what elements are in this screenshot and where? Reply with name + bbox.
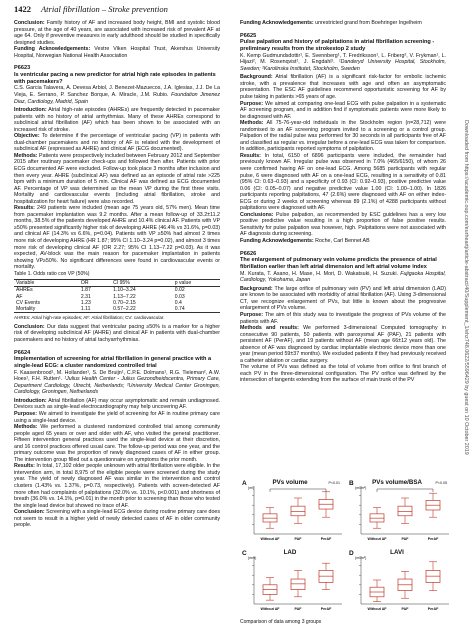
paragraph: Funding Acknowledgements: Roche, Carl Bennet AB bbox=[240, 238, 370, 244]
panel-text: PAF bbox=[294, 607, 302, 611]
panel-text: PVs volume/BSA bbox=[372, 479, 422, 486]
paragraph: Objective: To determine if the percentage of ventricular pacing (VP) in patients with dual-chamber pacemakers and no history of AF is related with the development of subclinical AF (expressed as AHRE) and clinical AF (ECG documented). bbox=[14, 133, 220, 153]
panel-text: Without AF bbox=[260, 537, 280, 541]
panel-text: B bbox=[349, 480, 354, 487]
panel-text: (ml/m²) bbox=[355, 556, 367, 560]
paragraph: Purpose: The aim of this study was to investigate the progress of PVs volume of the patients with AF. bbox=[240, 311, 446, 325]
panel-text: PAF bbox=[294, 537, 302, 541]
abstract-id: P6624 bbox=[14, 349, 31, 356]
abstract-authors: K. Kemp Gudmundsdottir¹, E. Svennberg¹, T. Fredriksson¹, L. Friberg², V. Frykman¹, L. Hijazi², M. Rosenqvist¹, J. Engdahl¹. ¹Danderyd University Hospital, Stockholm, Sweden; ²Karolinska Institutet, Stockholm, Sweden bbox=[240, 52, 446, 72]
abstract-p6623 bbox=[14, 65, 220, 343]
abstract-id: P6623 bbox=[14, 65, 31, 72]
significance-bracket bbox=[377, 489, 433, 492]
paragraph: Conclusion: Screening with a single-lead ECG device during routine primary care does not seem to result in a higher yield of newly detected cases of AF in older community people. bbox=[14, 509, 220, 529]
paragraph: Introduction: Atrial fibrillation (AF) may occur asymptomatic and remain undiagnosed. Devices such as single-lead electrocardiography may help uncovering AF. bbox=[14, 397, 220, 411]
table-header: CI 95% bbox=[113, 280, 130, 287]
download-notice-text: Downloaded from https://academic.oup.com/eurheartj/article-abstract/40/Supplement_1/ehz748.0622/5596429 by guest on 10 October 2019 bbox=[463, 120, 469, 455]
abstract-authors: F. Kaasenbrood¹, M. Hollander¹, S. De Bruijn¹, C.P.E. Dolmans¹, R.G. Tieleman², A.W. Hoes¹, F.H. Rutten¹. ¹Julius Health Center - Julius Gezondheidscentra, Primary Care, Department Cardiology, Utrecht, Netherlands; ²University Medical Center Groningen, Cardiology, Groningen, Netherlands bbox=[14, 369, 220, 396]
panel-text: PAF bbox=[401, 537, 409, 541]
panel-text: C bbox=[242, 550, 247, 557]
panel-text: PAF bbox=[401, 607, 409, 611]
page-number: 1422 bbox=[14, 4, 31, 14]
box bbox=[291, 579, 305, 590]
abstract-p6626 bbox=[240, 251, 446, 384]
abstract-p6624 bbox=[14, 350, 220, 529]
panel-text: PerAF bbox=[320, 607, 332, 611]
abstract-title: Pulse palpation and history of palpitations in atrial fibrillation screening - preliminary results from the strokestop 2 study bbox=[240, 39, 435, 52]
panel-text: PerAF bbox=[320, 537, 332, 541]
figure-caption: Comparison of data among 3 groups bbox=[240, 619, 322, 625]
right-column bbox=[240, 20, 446, 384]
panel-text: PVs volume bbox=[272, 479, 308, 486]
box bbox=[398, 506, 412, 516]
paragraph: Methods: All 75-76-year-old individuals in the Stockholm region (n=28,712) were randomised to an AF screening program invited to a screening or a control group. Palpation of the radial pulse was performed for 30 seconds in all participants free of AF and classified as regular vs. irregular before a one-lead ECG was taken for comparison. In addition, participants reported symptoms of palpitation. bbox=[240, 120, 446, 153]
panel-text: D bbox=[349, 550, 354, 557]
abstract-id: P6626 bbox=[240, 250, 257, 257]
abstract-authors: M. Kurata, T. Asano, H. Mase, H. Mori, D. Wakatsuki, H. Suzuki. Fujigaoka Hospital, Cardiology, Yokohama, Japan bbox=[240, 270, 446, 284]
panel-text: PerAF bbox=[427, 537, 439, 541]
panel-text: LAD bbox=[283, 549, 297, 556]
panel-text: A bbox=[242, 480, 247, 487]
boxplot-panels bbox=[240, 476, 454, 616]
paragraph: Funding Acknowledgements: Vestre Viken Hospital Trust, Akershus University Hospital, Norwegian National Health Association bbox=[14, 46, 221, 59]
panel-text: P<0.01 bbox=[328, 481, 340, 485]
abstract-authors: C.S. Garcia Talavera, A. Devesa Arbiol, J. Benezet-Mazuecos, J.A. Iglesias, J.J. De La Vieja, E. Serrano, P. Sanchez Borque, A. Miracle, J.M. Rubio. Foundation Jimenez Diaz, Cardiology, Madrid, Spain bbox=[14, 85, 221, 105]
boxplot-figure bbox=[240, 476, 454, 616]
paragraph: Results: 249 patients were included (mean age 75 years old, 57% men). Mean time from pacemaker implantation was 9.2 months. After a mean follow-up of 33.2±11.2 months, 38.5% of the patients developed AHRE and 10.4% clinical AF. Patients with VP ≥50% presented significantly higher risk of developing AHRE (46.4% vs 31.6%, p=0.03) and clinical AF (14.3% vs 6.6%, p=0.04). Patients with VP ≥50% had almost 2 times more risk of developing AHRE (HR 1.87; 95% CI 1.10–3.24 p=0.02), and almost 3 times more risk of developing clinical AF (OR 2.27; 95% CI 1.13–7.22 p=0.03). As it was expected, AV-block was the main reason for pacemaker implantation in patients showing VP≥50%. No significant differences were found in cardiovascular events or mortality. bbox=[14, 205, 220, 271]
paragraph: Methods: We performed a clustered randomized controlled trial among community people aged 65 years or over and older with AF, who visited the general practitioner. Fifteen intervention general practices used the single-lead device at their discretion, and 16 control practices offered usual care. The follow-up period was one year, and the primary outcome was the proportion of newly diagnosed cases of AF in either group. The intervention group filled out a questionnaire on symptoms the prior month. bbox=[14, 424, 220, 463]
table-row: AHREs 1.87 1.10–3.24 0.02 bbox=[16, 287, 185, 294]
table-header: Variable bbox=[16, 280, 35, 287]
paragraph: Conclusion: Family history of AF and increased body height, BMI and systolic blood pressure, at the age of 40 years, are associated with increased risk of prevalent AF at age 64. Only if preventive measures in early adulthood should be studied in specifically designed studies. bbox=[14, 20, 220, 46]
paragraph: The volume of PVs was defined as the total of volume from orifice to first branch of each PV in the three-dimensional configuration. The PV orifice was defined by the intersection of tangents extending from the surface of main trunk of the PV bbox=[240, 364, 446, 384]
paragraph: Funding Acknowledgements: unrestricted grand from Boehringer Ingelheim bbox=[240, 20, 422, 26]
panel-text: PerAF bbox=[427, 607, 439, 611]
paragraph: Purpose: We aimed to investigate the yield of screening for AF in routine primary care using a single-lead device. bbox=[14, 410, 220, 424]
table-row: Mortality 1.11 0.57–2.22 0.74 bbox=[14, 306, 220, 313]
table-row: AF 2.31 1.13–7.22 0.03 bbox=[16, 293, 185, 300]
significance-bracket bbox=[270, 489, 326, 492]
abstract-title: Implementation of screening for atrial fibrillation in general practice with a single-lead ECG: a cluster randomized controlled trial bbox=[14, 356, 212, 369]
abstract-id: P6625 bbox=[240, 32, 257, 39]
panel-text: Without AF bbox=[367, 537, 387, 541]
table-row: CV Events 1.23 0.70–2.15 0.4 bbox=[16, 299, 182, 306]
running-title: Atrial fibrillation – Stroke prevention bbox=[40, 4, 168, 14]
table-header: OR bbox=[80, 280, 89, 287]
panel-text: Without AF bbox=[260, 607, 280, 611]
abstract-title: Is ventricular pacing a new predictor for atrial high rate episodes in patients with pacemakers? bbox=[14, 71, 216, 85]
panel-text: Without AF bbox=[367, 607, 387, 611]
paragraph: Results: In total, 17,102 older people unknown with atrial fibrillation were eligible. In the intervention arm, in total 8,975 of the eligible people were screened during the study year. The yield of newly diagnosed AF was similar in the intervention and control clusters (1.43% vs. 1.37%, p=0.73, respectively). Patients with screen-detected AF more often had complaints of palpitations (32.0% vs. 10.1%, p<0.001) and shortness of breath (36.0% vs. 14.1%, p=0.01) in the month prior to screening than those who tested the single lead device but showed no trace of AF. bbox=[14, 463, 220, 509]
paragraph: Conclusion: Our data suggest that ventricular pacing ≥50% is a marker for a higher risk of developing subclinical AF (AHRE) and clinical AF in patients with dual-chamber pacemakers and no history of atrial tachyarrhythmias. bbox=[14, 323, 220, 343]
paragraph: Conclusions: Pulse palpation, as recommended by ESC guidelines has a very low positive predictive value resulting in a high proportion of false positive results. Sensitivity for pulse palpation was however, high. Palpitations were not associated with AF diagnosis during screening. bbox=[240, 211, 446, 238]
panel-text: (mm) bbox=[248, 556, 257, 560]
paragraph: Methods: Patients were prospectively included between February 2012 and September 2015 after routinary pacemaker check-ups and followed then after. Patients with prior ECG documented AF were excluded. Follow-up took place 3 months after inclusion and then every year. AHRE (subclinical AF) was defined as an episode of atrial rate >225 bpm with a minimum duration of 5 min. Clinical AF was defined as ECG documented AF. Percentage of VP was determined as the mean VP during the first three visits. Mortality and cardiovascular events (including atrial fibrillation, stroke and hospitalization for heart failure) were also recorded. bbox=[14, 152, 220, 205]
panel-text: LAVI bbox=[390, 549, 404, 556]
left-column bbox=[14, 20, 220, 529]
page-header bbox=[14, 4, 454, 16]
paragraph: Introduction: Atrial high-rate episodes (AHREs) are frequently detected in pacemaker patients with no history of atrial arrhythmias. Many of these AHREs correspond to subclinical atrial fibrillation (AF) which has been shown to be associated with an increased risk of stroke. bbox=[14, 107, 220, 133]
panel-text: (ml/m²) bbox=[355, 486, 367, 490]
table-header: p value bbox=[174, 280, 192, 287]
paragraph: Background: The large orifice of pulmonary vein (PV) and left atrial dimension (LAD) are known to be associated with morbidity of atrial fibrillation (AF). Using 3-dimensional CT, we recognize enlargement of PVs, but little is known about the progressive enlargement of PVs volume. bbox=[240, 285, 446, 312]
paragraph: Results: In total, 6150 of 6896 participants were included, the remainder had previously known AF. Irregular pulse was observed in 7.0% (465/6150), of whom 26 were confirmed having AF on one-lead ECG. Among 5685 participants with regular pulse, 6 were diagnosed with AF on a one-lead ECG, resulting in a sensitivity of 0.81 (95% CI: 0.63–0.93) and a specificity of 0.93 (CI: 0.92–0.93), positive predictive value 0.06 (CI: 0.05–0.07) and negative predictive value 1.00 (CI: 1.00–1.00). In 1826 participants reporting palpitations, 47 (2.6%) were diagnosed with AF on either index-ECG or during 2 weeks of screening whereas 89 (2.1%) of 4288 participants without palpitations were diagnosed with AF. bbox=[240, 152, 446, 212]
table-note: AHREs: Atrial high-rate episodes; AF: Atrial fibrillation; CV: cardiovascular. bbox=[14, 315, 165, 321]
panel-text: P<0.05 bbox=[435, 481, 447, 485]
box bbox=[291, 506, 305, 516]
abstract-p6625 bbox=[240, 33, 446, 245]
download-notice bbox=[460, 120, 470, 520]
panel-text: (ml) bbox=[248, 486, 255, 490]
paragraph: Background: Atrial fibrillation (AF) is a significant risk-factor for embolic ischemic stroke, with a prevalence that increases with age and often an asymptomatic presentation. The ESC AF guidelines recommend opportunistic screening for AF by pulse taking in patients >65 years of age. bbox=[240, 74, 446, 100]
odds-ratio-table bbox=[14, 279, 220, 313]
table-caption: Table 1. Odds ratio con VP (50%) bbox=[14, 270, 90, 277]
paragraph: Methods and results: We performed 3-dimensional Computed tomography in consecutive 90 patients, 50 patients with paroxysmal AF (PAF), 21 patients with persistent AF (PerAF), and 19 patients without AF (mean age 66±12 years old). The absence of AF was diagnosed by cardiac implantable electronic device more than one year (mean period 59±37 months). We excluded patients if they had previously received a catheter ablation or cardiac surgery. bbox=[240, 325, 446, 364]
abstract-title: The enlargement of pulmonary vein volume predicts the presence of atrial fibrillation earlier than left atrial dimension and left atrial volume index bbox=[240, 257, 437, 270]
paragraph: Purpose: We aimed at comparing one-lead ECG with pulse palpation in a systematic AF screening program, and in addition find if symptomatic patients were more likely to be diagnosed with AF. bbox=[240, 100, 446, 120]
